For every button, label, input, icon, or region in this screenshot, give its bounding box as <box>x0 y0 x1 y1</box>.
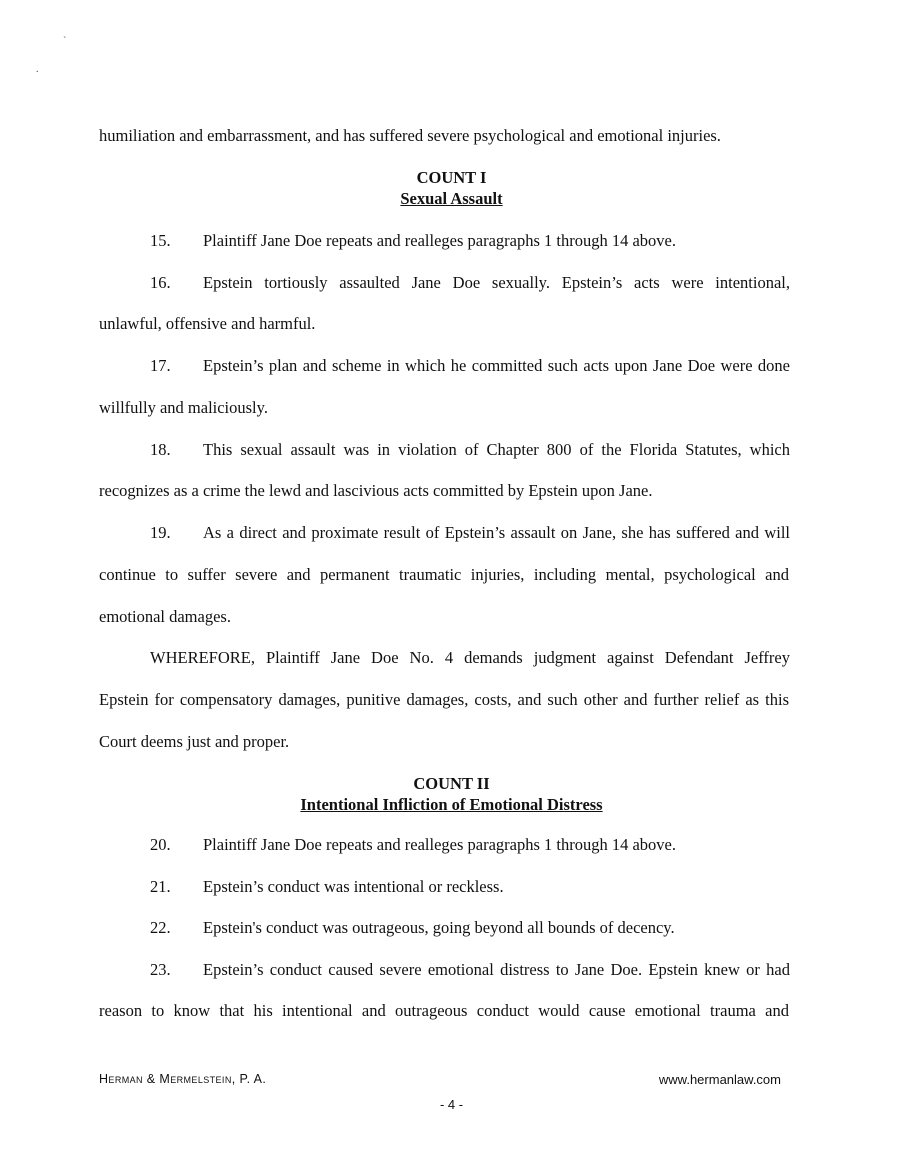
scan-artifact: . <box>36 64 39 75</box>
paragraph-number: 17. <box>150 356 171 375</box>
paragraph-17-line1 <box>150 356 790 376</box>
intro-line: humiliation and embarrassment, and has suffered severe psychological and emotional injuries. <box>99 126 721 145</box>
wherefore-line1: WHEREFORE, Plaintiff Jane Doe No. 4 demands judgment against Defendant Jeffrey <box>150 648 790 667</box>
paragraph-number: 16. <box>150 273 171 292</box>
paragraph-19-line3: emotional damages. <box>99 607 231 626</box>
paragraph-text: Epstein's conduct was outrageous, going beyond all bounds of decency. <box>203 918 675 937</box>
scan-artifact: ` <box>63 36 67 47</box>
count2-subtitle: Intentional Infliction of Emotional Distress <box>300 795 603 814</box>
paragraph-19-line2: continue to suffer severe and permanent traumatic injuries, including mental, psychological and <box>99 565 789 584</box>
paragraph-number: 20. <box>150 835 171 854</box>
paragraph-16-line1 <box>150 273 790 293</box>
paragraph-18-line1 <box>150 440 790 460</box>
paragraph-16-line2: unlawful, offensive and harmful. <box>99 314 316 333</box>
paragraph-text: Plaintiff Jane Doe repeats and realleges paragraphs 1 through 14 above. <box>203 835 676 854</box>
paragraph-21 <box>150 877 790 897</box>
paragraph-text: Epstein’s conduct caused severe emotional distress to Jane Doe. Epstein knew or had <box>203 960 790 979</box>
paragraph-text: Epstein’s conduct was intentional or reckless. <box>203 877 504 896</box>
paragraph-20 <box>150 835 790 855</box>
paragraph-number: 18. <box>150 440 171 459</box>
paragraph-text: Epstein tortiously assaulted Jane Doe sexually. Epstein’s acts were intentional, <box>203 273 790 292</box>
paragraph-22 <box>150 918 790 938</box>
paragraph-number: 15. <box>150 231 171 250</box>
count1-subtitle: Sexual Assault <box>400 189 503 208</box>
footer-website: www.hermanlaw.com <box>658 1072 781 1087</box>
wherefore-line3: Court deems just and proper. <box>99 732 290 751</box>
paragraph-18-line2: recognizes as a crime the lewd and lascivious acts committed by Epstein upon Jane. <box>99 481 653 500</box>
paragraph-number: 21. <box>150 877 171 896</box>
paragraph-number: 22. <box>150 918 171 937</box>
paragraph-number: 19. <box>150 523 171 542</box>
paragraph-text: This sexual assault was in violation of Chapter 800 of the Florida Statutes, which <box>203 440 790 459</box>
paragraph-text: Epstein’s plan and scheme in which he committed such acts upon Jane Doe were done <box>203 356 790 375</box>
paragraph-text: As a direct and proximate result of Epstein’s assault on Jane, she has suffered and will <box>203 523 790 542</box>
count2-title: COUNT II <box>413 774 490 793</box>
paragraph-15 <box>150 231 790 251</box>
wherefore-line2: Epstein for compensatory damages, punitive damages, costs, and such other and further relief as this <box>99 690 789 709</box>
paragraph-17-line2: willfully and maliciously. <box>99 398 268 417</box>
count1-title: COUNT I <box>416 168 487 187</box>
page-number: - 4 - <box>439 1097 464 1112</box>
paragraph-number: 23. <box>150 960 171 979</box>
paragraph-text: Plaintiff Jane Doe repeats and realleges paragraphs 1 through 14 above. <box>203 231 676 250</box>
footer-firm-name: Herman & Mermelstein, P. A. <box>99 1072 267 1086</box>
paragraph-23-line1 <box>150 960 790 980</box>
paragraph-23-line2: reason to know that his intentional and outrageous conduct would cause emotional trauma and <box>99 1001 789 1020</box>
paragraph-19-line1 <box>150 523 790 543</box>
